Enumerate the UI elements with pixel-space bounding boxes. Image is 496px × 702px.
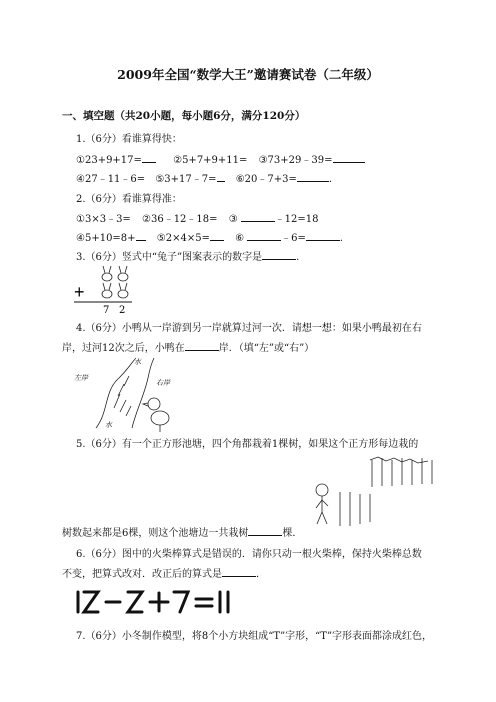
q2-head: 2.（6分）看谁算得准： bbox=[76, 194, 182, 205]
q5-line1: 5.（6分）有一个正方形池塘，四个角都栽着1棵树，如果这个正方形每边栽的 bbox=[76, 439, 419, 450]
q1-item6: ⑥20﹣7+3= bbox=[235, 174, 297, 185]
answer-blank[interactable] bbox=[241, 212, 275, 222]
period: . bbox=[296, 252, 300, 263]
q1-head: 1.（6分）看谁算得快： bbox=[76, 134, 182, 145]
answer-blank[interactable] bbox=[142, 153, 156, 163]
q2-row2 bbox=[76, 229, 343, 244]
q1-row2 bbox=[76, 170, 332, 185]
q2-item6-mid: ﹣6= bbox=[281, 233, 306, 244]
q7-line1: 7.（6分）小冬制作模型，将8个小方块组成“T”字形，“T”字形表面都涂成红色， bbox=[76, 631, 433, 642]
q2-item1: ①3×3﹣3= bbox=[76, 214, 131, 225]
rabbit-addition-figure bbox=[74, 264, 134, 314]
answer-blank[interactable] bbox=[297, 172, 329, 182]
answer-blank[interactable] bbox=[247, 231, 281, 241]
left-bank-label: 左岸 bbox=[74, 374, 88, 382]
q6-line2 bbox=[62, 565, 266, 580]
q2-item6: ⑥ bbox=[235, 233, 245, 244]
q4-line1: 4.（6分）小鸭从一岸游到另一岸就算过河一次．请想一想：如果小鸭最初在右 bbox=[76, 323, 422, 334]
answer-blank[interactable] bbox=[248, 526, 282, 536]
q6-text-b: ． bbox=[256, 569, 266, 580]
answer-blank[interactable] bbox=[333, 153, 365, 163]
page-title: 2009年全国“数学大王”邀请赛试卷（二年级） bbox=[117, 67, 379, 82]
answer-blank[interactable] bbox=[185, 341, 219, 351]
plus-sign: + bbox=[74, 282, 85, 302]
q2-item4: ④5+10=8+ bbox=[76, 233, 136, 244]
q2-item5: ⑤2×4×5= bbox=[156, 233, 210, 244]
section-heading: 一、填空题（共20小题，每小题6分，满分120分） bbox=[62, 110, 306, 122]
q3-head bbox=[76, 248, 299, 263]
q1-item5: ⑤3+17﹣7= bbox=[155, 174, 217, 185]
q2-row1 bbox=[76, 210, 319, 225]
result-digit-tens: 7 bbox=[103, 305, 110, 316]
river-duck-figure bbox=[74, 356, 184, 436]
answer-blank[interactable] bbox=[262, 250, 296, 260]
q1-item3: ③73+29﹣39= bbox=[258, 155, 333, 166]
answer-blank[interactable] bbox=[217, 172, 225, 182]
q3-text: 3.（6分）竖式中“兔子”图案表示的数字是 bbox=[76, 252, 263, 263]
result-digit-ones: 2 bbox=[119, 305, 126, 316]
q4-text-a: 岸，过河12次之后，小鸭在 bbox=[62, 343, 185, 354]
q1-row1 bbox=[76, 151, 365, 166]
answer-blank[interactable] bbox=[210, 231, 224, 241]
water-label: 水 bbox=[105, 421, 112, 429]
q4-text-b: 岸．（填“左”或“右”） bbox=[218, 343, 315, 354]
q5-text-b: 棵． bbox=[282, 528, 303, 539]
q5-text-a: 树数起来都是6棵，则这个池塘边一共栽树 bbox=[62, 528, 249, 539]
matchstick-equation-figure bbox=[76, 589, 256, 615]
q5-line2 bbox=[62, 524, 302, 539]
right-bank-label: 右岸 bbox=[156, 379, 170, 387]
answer-blank[interactable] bbox=[306, 231, 340, 241]
period: . bbox=[328, 174, 333, 185]
answer-blank[interactable] bbox=[136, 231, 146, 241]
q1-item2: ②5+7+9+11= bbox=[173, 155, 248, 166]
q1-item4: ④27﹣11﹣6= bbox=[76, 174, 146, 185]
pond-trees-figure bbox=[310, 452, 440, 530]
q1-item1: ①23+9+17= bbox=[76, 155, 142, 166]
q4-line2 bbox=[62, 339, 314, 354]
q6-line1: 6.（6分）图中的火柴棒算式是错误的．请你只动一根火柴棒，保持火柴棒总数 bbox=[76, 549, 422, 560]
q2-item2: ②36﹣12﹣18= bbox=[142, 214, 218, 225]
rabbit-icon bbox=[102, 266, 128, 298]
answer-blank[interactable] bbox=[222, 567, 256, 577]
water-label: 水 bbox=[134, 358, 141, 366]
q2-item3: ③ bbox=[228, 214, 238, 225]
q2-item3-tail: ﹣12=18 bbox=[274, 214, 319, 225]
q6-text-a: 不变，把算式改对．改正后的算式是 bbox=[62, 569, 222, 580]
period: . bbox=[339, 233, 344, 244]
